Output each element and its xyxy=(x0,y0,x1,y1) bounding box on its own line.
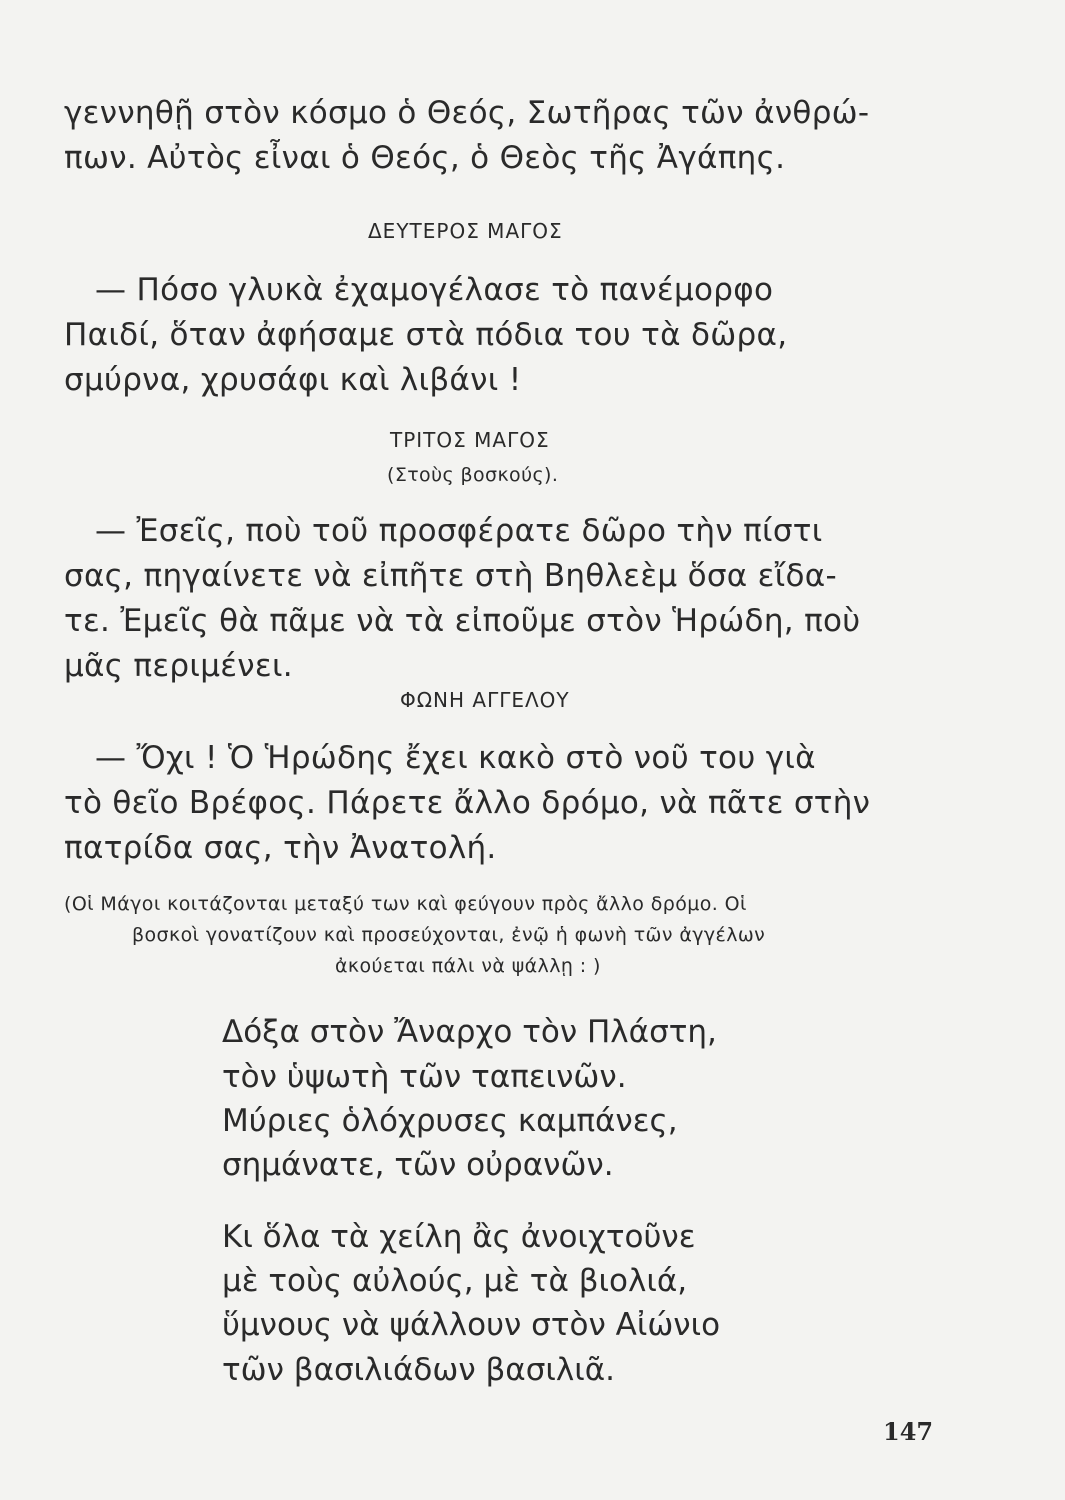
text-line: Παιδί, ὅταν ἀφήσαμε στὰ πόδια του τὰ δῶρα, xyxy=(64,317,788,353)
text-line: μᾶς περιμένει. xyxy=(64,648,293,684)
verse-line: ὕμνους νὰ ψάλλουν στὸν Αἰώνιο xyxy=(222,1307,721,1343)
text-line: — Πόσο γλυκὰ ἐχαμογέλασε τὸ πανέμορφο xyxy=(95,272,774,308)
text-line: πων. Αὐτὸς εἶναι ὁ Θεός, ὁ Θεὸς τῆς Ἀγάπης. xyxy=(64,140,786,176)
verse-line: Μύριες ὁλόχρυσες καμπάνες, xyxy=(222,1103,678,1139)
verse-line: μὲ τοὺς αὐλούς, μὲ τὰ βιολιά, xyxy=(222,1263,688,1299)
stage-direction: βοσκοὶ γονατίζουν καὶ προσεύχονται, ἐνῷ ἡ φωνὴ τῶν ἀγγέλων xyxy=(132,924,766,946)
text-line: τε. Ἐμεῖς θὰ πᾶμε νὰ τὰ εἰποῦμε στὸν Ἡρώδη, ποὺ xyxy=(64,603,861,639)
verse-line: τὸν ὑψωτὴ τῶν ταπεινῶν. xyxy=(222,1059,627,1095)
text-line: πατρίδα σας, τὴν Ἀνατολή. xyxy=(64,830,497,866)
stage-direction: ἀκούεται πάλι νὰ ψάλλῃ : ) xyxy=(335,955,601,977)
text-line: σας, πηγαίνετε νὰ εἰπῆτε στὴ Βηθλεὲμ ὅσα εἴδα- xyxy=(64,558,838,594)
text-line: γεννηθῇ στὸν κόσμο ὁ Θεός, Σωτῆρας τῶν ἀνθρώ- xyxy=(64,95,870,131)
verse-line: σημάνατε, τῶν οὐρανῶν. xyxy=(222,1147,614,1183)
verse-line: Δόξα στὸν Ἄναρχο τὸν Πλάστη, xyxy=(222,1014,717,1050)
verse-line: τῶν βασιλιάδων βασιλιᾶ. xyxy=(222,1352,615,1388)
speaker-heading: ΦΩΝΗ ΑΓΓΕΛΟΥ xyxy=(400,688,570,712)
text-line: — Ἐσεῖς, ποὺ τοῦ προσφέρατε δῶρο τὴν πίστι xyxy=(95,513,823,549)
text-line: — Ὄχι ! Ὁ Ἡρώδης ἔχει κακὸ στὸ νοῦ του γιὰ xyxy=(95,740,816,776)
stage-direction: (Στοὺς βοσκούς). xyxy=(387,464,559,486)
speaker-heading: ΔΕΥΤΕΡΟΣ ΜΑΓΟΣ xyxy=(368,219,563,243)
speaker-heading: ΤΡΙΤΟΣ ΜΑΓΟΣ xyxy=(390,428,550,452)
text-line: τὸ θεῖο Βρέφος. Πάρετε ἄλλο δρόμο, νὰ πᾶτε στὴν xyxy=(64,785,871,821)
stage-direction: (Οἱ Μάγοι κοιτάζονται μεταξύ των καὶ φεύγουν πρὸς ἄλλο δρόμο. Οἱ xyxy=(64,893,747,915)
text-line: σμύρνα, χρυσάφι καὶ λιβάνι ! xyxy=(64,362,522,398)
verse-line: Κι ὅλα τὰ χείλη ἂς ἀνοιχτοῦνε xyxy=(222,1219,696,1255)
page-number: 147 xyxy=(883,1417,934,1446)
